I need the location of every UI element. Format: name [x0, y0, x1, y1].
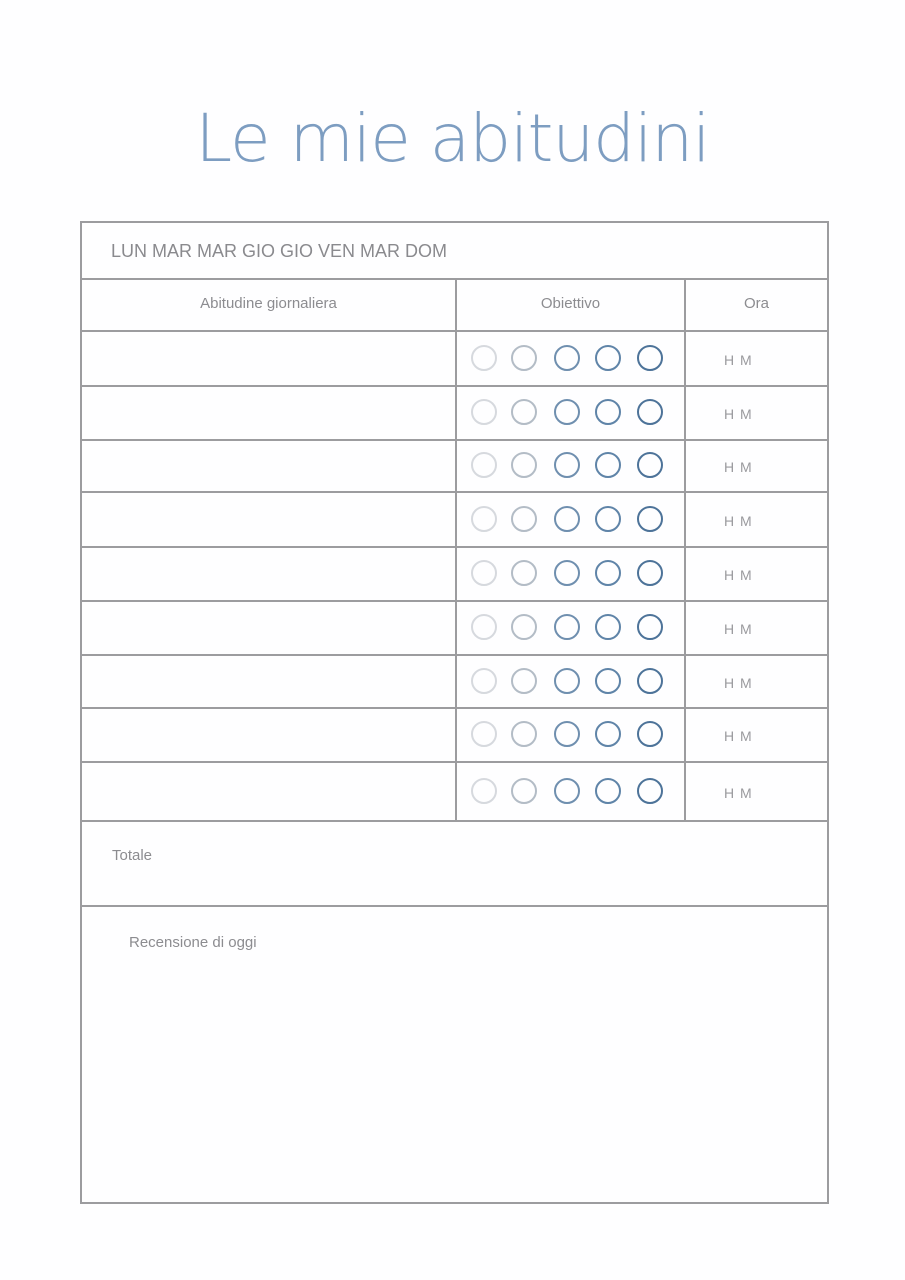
goal-circle[interactable]	[471, 399, 497, 425]
goal-circle[interactable]	[554, 721, 580, 747]
goal-circle[interactable]	[511, 560, 537, 586]
goal-circle[interactable]	[511, 614, 537, 640]
goal-circle[interactable]	[554, 399, 580, 425]
page-title: Le mie abitudini	[195, 100, 710, 177]
goal-circle[interactable]	[595, 668, 621, 694]
total-label: Totale	[112, 847, 153, 864]
time-cell: H M	[724, 567, 753, 583]
weekdays-row: LUN MAR MAR GIO GIO VEN MAR DOM	[111, 241, 448, 261]
time-cell: H M	[724, 406, 753, 422]
header-habit: Abitudine giornaliera	[200, 295, 337, 312]
goal-circle[interactable]	[511, 399, 537, 425]
time-cell: H M	[724, 459, 753, 475]
goal-circle[interactable]	[595, 506, 621, 532]
time-cell: H M	[724, 512, 753, 529]
goal-circle[interactable]	[554, 778, 580, 804]
goal-circle[interactable]	[471, 778, 497, 804]
goal-circle[interactable]	[595, 778, 621, 804]
goal-circle[interactable]	[595, 721, 621, 747]
goal-circle[interactable]	[471, 506, 497, 532]
goal-circle[interactable]	[637, 345, 663, 371]
goal-circle[interactable]	[511, 506, 537, 532]
goal-circle[interactable]	[595, 452, 621, 478]
goal-circle[interactable]	[637, 778, 663, 804]
goal-circle[interactable]	[554, 452, 580, 478]
goal-circle[interactable]	[511, 778, 537, 804]
goal-circle[interactable]	[511, 721, 537, 747]
goal-circle[interactable]	[637, 614, 663, 640]
review-label: Recensione di oggi	[129, 934, 257, 951]
goal-circle[interactable]	[637, 452, 663, 478]
row-divider	[80, 820, 829, 822]
goal-circle[interactable]	[511, 452, 537, 478]
goal-circle[interactable]	[554, 614, 580, 640]
header-time: Ora	[743, 295, 769, 312]
goal-circle[interactable]	[471, 452, 497, 478]
time-cell: H M	[724, 351, 753, 368]
goal-circle[interactable]	[554, 345, 580, 371]
time-cell: H M	[724, 784, 753, 801]
goal-circle[interactable]	[471, 560, 497, 586]
goal-circle[interactable]	[595, 345, 621, 371]
goal-circle[interactable]	[554, 560, 580, 586]
goal-circle[interactable]	[471, 614, 497, 640]
row-divider	[80, 905, 829, 907]
goal-circle[interactable]	[637, 721, 663, 747]
goal-circle[interactable]	[554, 506, 580, 532]
goal-circle[interactable]	[471, 721, 497, 747]
time-cell: H M	[724, 621, 753, 637]
time-cell: H M	[724, 728, 753, 744]
goal-circle[interactable]	[637, 399, 663, 425]
goal-circle[interactable]	[554, 668, 580, 694]
goal-circle[interactable]	[511, 345, 537, 371]
goal-circle[interactable]	[471, 668, 497, 694]
goal-circle[interactable]	[511, 668, 537, 694]
time-cell: H M	[724, 674, 753, 691]
goal-circle[interactable]	[595, 614, 621, 640]
header-goal: Obiettivo	[540, 295, 601, 312]
goal-circle[interactable]	[595, 560, 621, 586]
goal-circle[interactable]	[595, 399, 621, 425]
goal-circle[interactable]	[471, 345, 497, 371]
column-divider	[455, 278, 457, 820]
column-divider	[684, 278, 686, 820]
goal-circle[interactable]	[637, 506, 663, 532]
goal-circle[interactable]	[637, 668, 663, 694]
goal-circle[interactable]	[637, 560, 663, 586]
